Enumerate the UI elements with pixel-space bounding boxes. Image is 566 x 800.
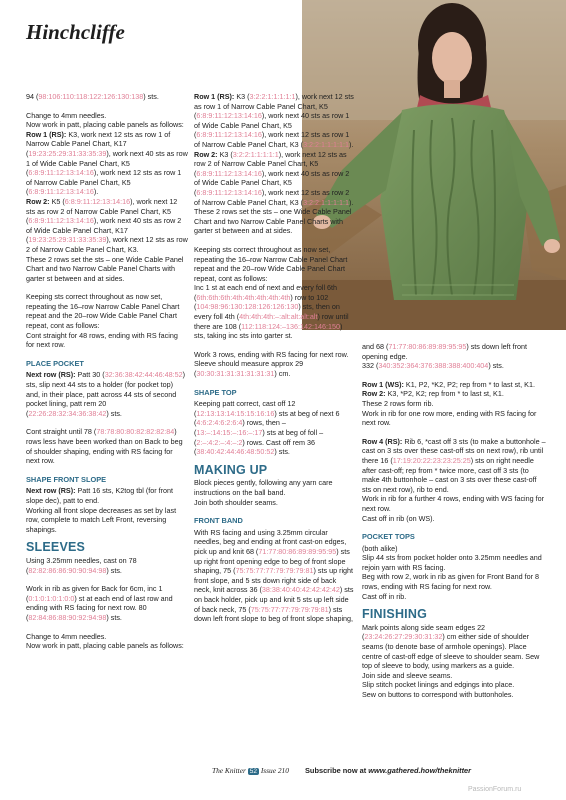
pattern-title: Hinchcliffe <box>26 20 125 44</box>
section-heading-finishing: FINISHING <box>362 607 427 622</box>
paragraph: Row 4 (RS): Rib 6, *cast off 3 sts (to make a buttonhole – cast on 3 sts over these cast-off sts on next row), rib until there 16 (17:19:20:22:23:23:25:25) sts on right needle after cast-off; rep from * twice more, cast off 3 sts (to make 4th buttonhole – cast on 3 sts over these cast-off sts on next row), rib to end. Work in rib for a further 4 rows, ending with WS facing for next row. Cast off in rib (on WS). <box>362 436 546 523</box>
column-3 <box>362 342 546 709</box>
section-heading-making-up: MAKING UP <box>194 462 268 477</box>
footer-magazine-name: The Knitter <box>212 766 246 775</box>
footer-issue: Issue 210 <box>260 766 289 775</box>
section-heading-pocket-tops: POCKET TOPS <box>362 532 415 542</box>
size-values: 340:352:364:376:388:388:400:404 <box>378 361 489 371</box>
size-values: 23:24:26:27:29:30:31:32 <box>364 632 443 642</box>
size-values: 6:8:9:11:12:13:14:16 <box>196 168 262 178</box>
watermark: PassionForum.ru <box>468 786 522 793</box>
row-label: Row 1 (RS): <box>26 129 69 139</box>
paragraph: Next row (RS): Patt 30 (32:36:38:42:44:46:48:52) sts, slip next 44 sts to a holder (for pocket top) and, in their place, patt across 44 sts of second pocket lining, patt rem 20 (22:26:28:32:34:36:38:42) sts. <box>26 370 186 418</box>
size-values: 112:118:124:–136:142:146:150 <box>241 321 341 331</box>
row-label: Row 2: <box>362 389 388 399</box>
size-values: 75:75:77:77:79:79:79:81 <box>250 604 329 614</box>
section-heading-sleeves: SLEEVES <box>26 540 86 555</box>
paragraph: Work 3 rows, ending with RS facing for next row. Sleeve should measure approx 29 (30:30:31:31:31:31:31:31) cm. <box>194 349 349 379</box>
size-values: 4:6:2:4:6:2:6:4 <box>196 418 243 428</box>
footer-magazine-info <box>212 766 289 775</box>
size-values: 17:19:20:22:23:23:25:25 <box>392 455 471 465</box>
footer-subscribe <box>305 766 471 775</box>
size-values: 2:–:4:2:–:4:–:2 <box>196 437 243 447</box>
row-label: Next row (RS): <box>26 486 78 496</box>
size-values: 4th:4th:4th:–:alt:alt:alt:alt <box>239 312 318 322</box>
size-values: 22:26:28:32:34:36:38:42 <box>28 408 107 418</box>
size-values: 3:2:2:1:1:1:1:1 <box>249 92 296 101</box>
size-values: 19:23:25:29:31:33:35:39 <box>28 148 107 158</box>
paragraph: Using 3.25mm needles, cast on 78 (82:82:86:86:90:90:94:98) sts. <box>26 555 137 575</box>
size-values: 75:75:77:77:79:79:79:81 <box>235 566 314 576</box>
paragraph: Cont straight until 78 (78:78:80:80:82:82:82:84) rows less have been worked than on Back to beg of shoulder shaping, ending with RS facing for next row. <box>26 427 183 466</box>
size-values: 78:78:80:80:82:82:82:84 <box>96 427 175 437</box>
size-values: 3:2:2:1:1:1:1:1 <box>303 139 350 149</box>
paragraph: With RS facing and using 3.25mm circular needles, beg and ending at front cast-on edges, pick up and knit 68 (71:77:80:86:89:89:95:95) sts up right front opening edge to beg of front slope shaping, 75 (75:75:77:77:79:79:79:81) sts up right front slope, and 5 sts down right side of back neck, knit across 36 (38:38:40:40:42:42:42:42) sts on back holder, pick up and knit 5 sts up left side of back neck, 75 (75:75:77:77:79:79:79:81) sts down left front slope to beg of front slope shaping, <box>194 527 354 624</box>
row-label: Row 2: <box>26 196 52 206</box>
size-values: 6:8:9:11:12:13:14:16 <box>64 196 131 206</box>
size-values: 98:106:110:118:122:126:130:138 <box>38 92 144 101</box>
paragraph: Next row (RS): Patt 16 sts, K2tog tbl (for front slope dec), patt to end. Working all front slope decreases as set by last row, complete to match Left Front, reversing shapings. <box>26 486 177 534</box>
size-values: 71:77:80:86:89:89:95:95 <box>388 342 467 351</box>
row-label: Next row (RS): <box>26 370 78 380</box>
size-values: 32:36:38:42:44:46:48:52 <box>104 370 183 380</box>
paragraph: (both alike) Slip 44 sts from pocket holder onto 3.25mm needles and rejoin yarn with RS facing. Beg with row 2, work in rib as given for Front Band for 8 rows, ending with RS facing for next row. Cast off in rib. <box>362 543 542 601</box>
size-values: 3:2:2:1:1:1:1:1 <box>303 197 350 207</box>
paragraph: Block pieces gently, following any yarn care instructions on the ball band. Join both shoulder seams. <box>194 478 333 507</box>
section-heading-shape-top: SHAPE TOP <box>194 387 237 397</box>
size-values: 6:8:9:11:12:13:14:16 <box>28 187 94 197</box>
size-values: 0:1:0:1:0:1:0:0 <box>28 593 75 603</box>
size-values: 6:8:9:11:12:13:14:16 <box>28 216 94 226</box>
size-values: 6:8:9:11:12:13:14:16 <box>196 111 262 121</box>
page-footer <box>0 766 566 780</box>
size-values: 6:8:9:11:12:13:14:16 <box>196 130 262 140</box>
row-label: Row 1 (WS): <box>362 379 406 389</box>
size-values: 3:2:2:1:1:1:1:1 <box>232 149 279 159</box>
paragraph: Row 1 (RS): K3 (3:2:2:1:1:1:1:1), work next 12 sts as row 1 of Narrow Cable Panel Chart, K5 (6:8:9:11:12:13:14:16), work next 40 sts as row 1 of Wide Cable Panel Chart, K5 (6:8:9:11:12:13:14:16), work next 12 sts as row 1 of Narrow Cable Panel Chart, K3 (3:2:2:1:1:1:1:1). Row 2: K3 (3:2:2:1:1:1:1:1), work next 12 sts as row 2 of Narrow Cable Panel Chart, K5 (6:8:9:11:12:13:14:16), work next 40 sts as row 2 of Wide Cable Panel Chart, K5 (6:8:9:11:12:13:14:16), work next 12 sts as row 2 of Narrow Cable Panel Chart, K3 (3:2:2:1:1:1:1:1). These 2 rows set the sts – one Wide Cable Panel Chart and two Narrow Cable Panel Charts with garter st between and at sides. <box>194 92 354 236</box>
paragraph: Keeping sts correct throughout as now set, repeating the 16–row Narrow Cable Panel Chart repeat and the 20–row Wide Cable Panel Chart repeat, cont as follows: Inc 1 st at each end of next and every foll 6th (6th:6th:6th:4th:4th:4th:4th:4th) row to 102 (104:98:96:130:128:126:126:130) sts, then on every foll 4th (4th:4th:4th:–:alt:alt:alt:alt) row until there are 108 (112:118:124:–136:142:146:150) sts, taking inc sts into garter st. <box>194 244 349 341</box>
size-values: 82:84:86:88:90:92:94:98 <box>28 612 107 622</box>
paragraph: Keeping sts correct throughout as now set, repeating the 16–row Narrow Cable Panel Chart repeat and the 20–row Wide Cable Panel Chart repeat, cont as follows: Cont straight for 48 rows, ending with RS facing for next row. <box>26 292 180 350</box>
size-values: 38:40:42:44:46:48:50:52 <box>196 447 275 457</box>
paragraph: Keeping patt correct, cast off 12 (12:13:13:14:15:15:16:16) sts at beg of next 6 (4:6:2:4:6:2:6:4) rows, then – (13:–:14:15:–:16:–:17) sts at beg of foll – (2:–:4:2:–:4:–:2) rows. Cast off rem 36 (38:40:42:44:46:48:50:52) sts. <box>194 399 340 457</box>
page-number-badge: 52 <box>249 768 257 775</box>
section-heading-shape-front-slope: SHAPE FRONT SLOPE <box>26 474 107 484</box>
size-values: 6:8:9:11:12:13:14:16 <box>196 187 262 197</box>
size-values: 82:82:86:86:90:90:94:98 <box>28 565 107 575</box>
paragraph: Change to 4mm needles. Now work in patt, placing cable panels as follows: Row 1 (RS): K3, work next 12 sts as row 1 of Narrow Cable Panel Chart, K17 (19:23:25:29:31:33:35:39), work next 40 sts as row 1 of Wide Cable Panel Chart, K5 (6:8:9:11:12:13:14:16), work next 12 sts as row 1 of Narrow Cable Panel Chart, K5 (6:8:9:11:12:13:14:16). Row 2: K5 (6:8:9:11:12:13:14:16), work next 12 sts as row 2 of Narrow Cable Panel Chart, K5 (6:8:9:11:12:13:14:16), work next 40 sts as row 2 of Wide Cable Panel Chart, K17 (19:23:25:29:31:33:35:39), work next 12 sts as row 2 of Narrow Cable Panel Chart, K3. These 2 rows set the sts – one Wide Cable Panel Chart and two Narrow Cable Panel Charts with garter st between and at sides. <box>26 110 188 283</box>
row-label: Row 1 (RS): <box>194 92 237 101</box>
paragraph: Row 1 (WS): K1, P2, *K2, P2; rep from * to last st, K1. Row 2: K3, *P2, K2; rep from * to last st, K1. These 2 rows form rib. Work in rib for one row more, ending with RS facing for next row. <box>362 379 537 428</box>
size-values: 30:30:31:31:31:31:31:31 <box>196 369 275 379</box>
paragraph: 94 (98:106:110:118:122:126:130:138) sts. <box>26 92 159 101</box>
section-heading-place-pocket: PLACE POCKET <box>26 358 84 368</box>
footer-subscribe-text: Subscribe now at <box>305 766 369 775</box>
section-heading-front-band: FRONT BAND <box>194 516 243 526</box>
paragraph: and 68 (71:77:80:86:89:89:95:95) sts down left front opening edge. 332 (340:352:364:376:388:388:400:404) sts. <box>362 342 528 371</box>
column-2 <box>194 92 354 633</box>
footer-subscribe-link[interactable]: www.gathered.how/theknitter <box>368 766 472 775</box>
paragraph: Change to 4mm needles. Now work in patt, placing cable panels as follows: <box>26 631 184 651</box>
size-values: 104:98:96:130:128:126:126:130 <box>196 302 299 312</box>
size-values: 6:8:9:11:12:13:14:16 <box>28 168 94 178</box>
size-values: 13:–:14:15:–:16:–:17 <box>196 428 263 437</box>
size-values: 12:13:13:14:15:15:16:16 <box>196 408 275 418</box>
row-label: Row 2: <box>194 149 220 159</box>
size-values: 38:38:40:40:42:42:42:42 <box>261 585 340 595</box>
size-values: 71:77:80:86:89:89:95:95 <box>258 546 337 556</box>
row-label: Row 4 (RS): <box>362 436 405 446</box>
paragraph: Mark points along side seam edges 22 (23:24:26:27:29:30:31:32) cm either side of shoulder seams (to denote base of armhole openings). Place centre of cast-off edge of sleeve to shoulder seam. Sew top of sleeve to body, using markers as a guide. Join side and sleeve seams. Slip stitch pocket linings and edgings into place. Sew on buttons to correspond with buttonholes. <box>362 622 540 699</box>
paragraph: Work in rib as given for Back for 6cm, inc 1 (0:1:0:1:0:1:0:0) st at each end of last row and ending with RS facing for next row. 80 (82:84:86:88:90:92:94:98) sts. <box>26 584 173 622</box>
size-values: 6th:6th:6th:4th:4th:4th:4th:4th <box>196 292 291 302</box>
size-values: 19:23:25:29:31:33:35:39 <box>28 235 107 245</box>
column-1 <box>26 92 188 660</box>
